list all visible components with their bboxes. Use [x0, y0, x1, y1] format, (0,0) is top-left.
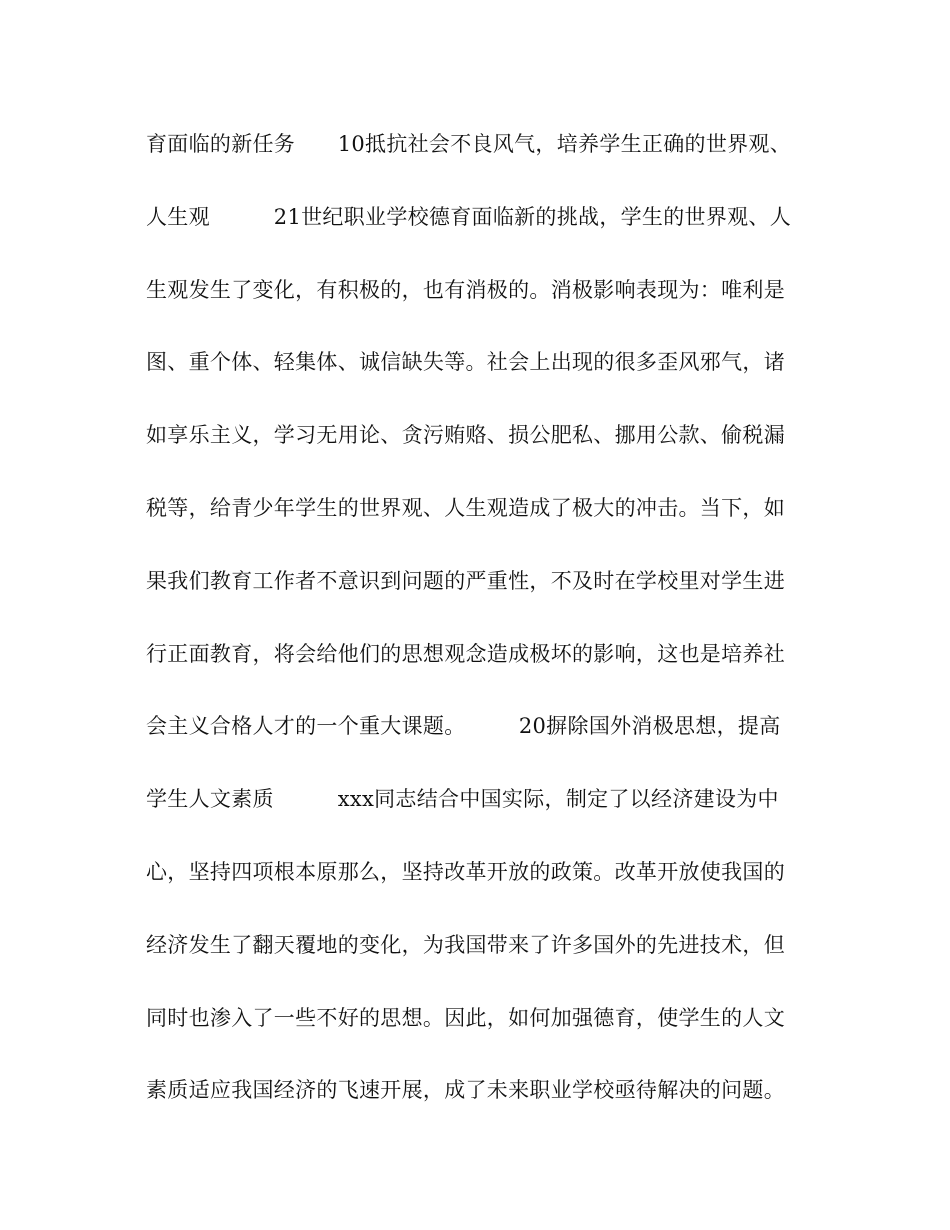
text-line: 经济发生了翻天覆地的变化，为我国带来了许多国外的先进技术，但: [146, 932, 785, 957]
text-line: 生观发生了变化，有积极的，也有消极的。消极影响表现为：唯利是: [146, 277, 785, 302]
text-line: 会主义合格人才的一个重大课题。 20摒除国外消极思想，提高: [146, 714, 781, 739]
text-line: 税等，给青少年学生的世界观、人生观造成了极大的冲击。当下，如: [146, 495, 785, 520]
text-line: 素质适应我国经济的飞速开展，成了未来职业学校亟待解决的问题。: [146, 1078, 785, 1103]
body-text: [146, 124, 816, 1143]
text-line: 同时也渗入了一些不好的思想。因此，如何加强德育，使学生的人文: [146, 1005, 785, 1030]
text-line: 人生观 21世纪职业学校德育面临新的挑战，学生的世界观、人: [146, 204, 792, 229]
text-line: 学生人文素质 xxx同志结合中国实际，制定了以经济建设为中: [146, 787, 779, 812]
text-line: 心，坚持四项根本原那么，坚持改革开放的政策。改革开放使我国的: [146, 859, 785, 884]
text-line: 图、重个体、轻集体、诚信缺失等。社会上出现的很多歪风邪气，诸: [146, 350, 785, 375]
text-line: 育面临的新任务 10抵抗社会不良风气，培养学生正确的世界观、: [146, 132, 792, 156]
text-line: 行正面教育，将会给他们的思想观念造成极坏的影响，这也是培养社: [146, 641, 785, 666]
text-line: 如享乐主义，学习无用论、贪污贿赂、损公肥私、挪用公款、偷税漏: [146, 423, 785, 448]
text-line: 果我们教育工作者不意识到问题的严重性，不及时在学校里对学生进: [146, 568, 785, 593]
